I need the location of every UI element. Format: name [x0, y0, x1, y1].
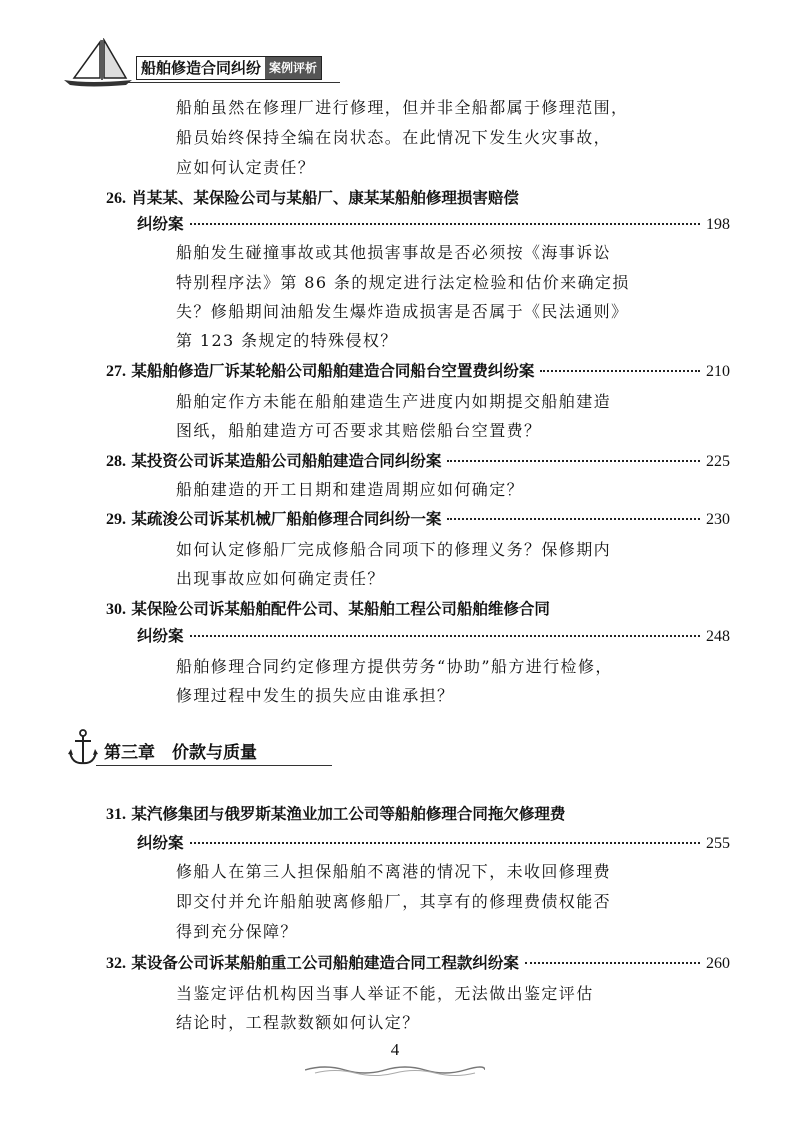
- entry-title-text: 某船舶修造厂诉某轮船公司船舶建造合同船台空置费纠纷案: [131, 362, 535, 380]
- entry-number: 31.: [106, 806, 126, 823]
- page-ref: 210: [706, 363, 730, 380]
- anchor-icon: [66, 728, 100, 768]
- page-ref: 198: [706, 216, 730, 233]
- entry-title: 某保险公司诉某船舶配件公司、某船舶工程公司船舶维修合同: [131, 600, 550, 618]
- entry-number: 27.: [106, 363, 126, 380]
- question-line: 船舶修理合同约定修理方提供劳务“协助”船方进行检修，: [176, 657, 613, 676]
- entry-title: [106, 953, 519, 974]
- entry-title: [106, 509, 441, 530]
- question-line: 出现事故应如何确定责任？: [176, 569, 385, 588]
- entry-number: 29.: [106, 511, 126, 528]
- book-title: 船舶修造合同纠纷: [137, 57, 265, 79]
- chapter-heading[interactable]: [66, 728, 332, 768]
- question-line: 失？修船期间油船发生爆炸造成损害是否属于《民法通则》: [176, 302, 629, 321]
- leader-dots: [447, 518, 700, 520]
- page-number: 4: [390, 1040, 400, 1059]
- question-line: 即交付并允许船舶驶离修船厂，其享有的修理费债权能否: [176, 892, 612, 911]
- toc-entry-32[interactable]: [106, 953, 730, 974]
- toc-entry-26-leader[interactable]: [137, 214, 730, 235]
- entry-title: [106, 451, 441, 472]
- sailboat-icon: [60, 38, 140, 88]
- question-line: 船员始终保持全编在岗状态。在此情况下发生火灾事故，: [176, 128, 612, 147]
- entry-title-cont: 纠纷案: [137, 215, 184, 233]
- entry-number: 32.: [106, 955, 126, 972]
- toc-entry-31-title[interactable]: [106, 804, 565, 825]
- leader-dots: [190, 842, 700, 844]
- wave-ornament-icon: [305, 1062, 485, 1076]
- question-line: 结论时，工程款数额如何认定？: [176, 1013, 420, 1032]
- toc-entry-27[interactable]: [106, 361, 730, 382]
- entry-title-cont: 纠纷案: [137, 834, 184, 852]
- leader-dots: [447, 460, 700, 462]
- entry-title: 肖某某、某保险公司与某船厂、康某某船舶修理损害赔偿: [131, 189, 519, 207]
- toc-entry-31-leader[interactable]: [137, 833, 730, 854]
- entry-number: 30.: [106, 601, 126, 618]
- question-line: 当鉴定评估机构因当事人举证不能，无法做出鉴定评估: [176, 984, 594, 1003]
- entry-title-text: 某疏浚公司诉某机械厂船舶修理合同纠纷一案: [131, 510, 442, 528]
- toc-entry-30-leader[interactable]: [137, 626, 730, 647]
- question-line: 第 123 条规定的特殊侵权？: [176, 331, 398, 350]
- running-header: [60, 38, 340, 88]
- question-line: 船舶发生碰撞事故或其他损害事故是否必须按《海事诉讼: [176, 243, 612, 262]
- header-title-box: [136, 56, 322, 80]
- leader-dots: [525, 962, 700, 964]
- question-line: 修船人在第三人担保船舶不离港的情况下，未收回修理费: [176, 862, 612, 881]
- question-line: 修理过程中发生的损失应由谁承担？: [176, 686, 455, 705]
- page-ref: 255: [706, 835, 730, 852]
- page-ref: 225: [706, 453, 730, 470]
- header-rule: [90, 82, 340, 83]
- entry-number: 28.: [106, 453, 126, 470]
- page-ref: 230: [706, 511, 730, 528]
- chapter-title: 第三章 价款与质量: [104, 743, 257, 763]
- question-line: 船舶建造的开工日期和建造周期应如何确定？: [176, 480, 525, 499]
- question-line: 得到充分保障？: [176, 922, 298, 941]
- page-ref: 248: [706, 628, 730, 645]
- leader-dots: [190, 223, 700, 225]
- entry-number: 26.: [106, 190, 126, 207]
- question-line: 船舶定作方未能在船舶建造生产进度内如期提交船舶建造: [176, 392, 612, 411]
- series-label: 案例评析: [265, 57, 321, 79]
- leader-dots: [190, 635, 700, 637]
- toc-entry-30-title[interactable]: [106, 599, 550, 620]
- leader-dots: [540, 370, 700, 372]
- toc-entry-26-title[interactable]: [106, 188, 519, 209]
- toc-entry-29[interactable]: [106, 509, 730, 530]
- question-line: 船舶虽然在修理厂进行修理，但并非全船都属于修理范围，: [176, 98, 629, 117]
- entry-title-cont: 纠纷案: [137, 627, 184, 645]
- entry-title-text: 某投资公司诉某造船公司船舶建造合同纠纷案: [131, 452, 442, 470]
- entry-title: 某汽修集团与俄罗斯某渔业加工公司等船舶修理合同拖欠修理费: [131, 805, 566, 823]
- entry-title: [106, 361, 534, 382]
- page-ref: 260: [706, 955, 730, 972]
- question-line: 如何认定修船厂完成修船合同项下的修理义务？保修期内: [176, 540, 612, 559]
- question-line: 特别程序法》第 86 条的规定进行法定检验和估价来确定损: [176, 273, 630, 292]
- toc-entry-28[interactable]: [106, 451, 730, 472]
- question-line: 图纸，船舶建造方可否要求其赔偿船台空置费？: [176, 421, 542, 440]
- question-line: 应如何认定责任？: [176, 158, 316, 177]
- chapter-rule: [96, 765, 332, 766]
- entry-title-text: 某设备公司诉某船舶重工公司船舶建造合同工程款纠纷案: [131, 954, 519, 972]
